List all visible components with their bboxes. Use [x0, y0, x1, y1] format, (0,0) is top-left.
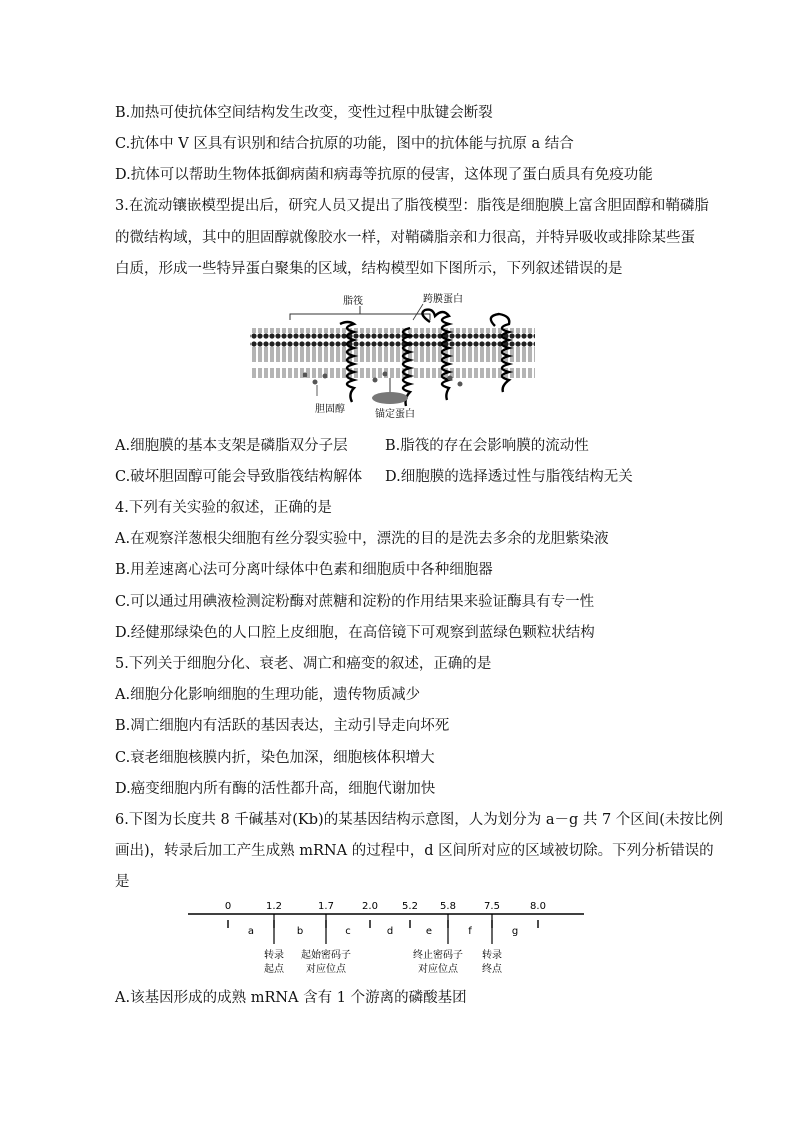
question-6-stem-3: 是 — [115, 874, 130, 890]
question-3-stem-3: 白质，形成一些特异蛋白聚集的区域，结构模型如下图所示，下列叙述错误的是 — [115, 261, 623, 277]
option-3a: A.细胞膜的基本支架是磷脂双分子层 — [115, 438, 348, 454]
phospholipid-bilayer — [250, 328, 535, 378]
tick-label: 0 — [224, 901, 232, 912]
label-transmembrane-protein: 跨膜蛋白 — [423, 294, 463, 305]
lipid-raft-figure — [245, 290, 545, 420]
option-2b: B.加热可使抗体空间结构发生改变，变性过程中肽键会断裂 — [115, 105, 493, 121]
region-label: a — [247, 926, 255, 937]
question-6-stem-2: 画出)，转录后加工产生成熟 mRNA 的过程中，d 区间所对应的区域被切除。下列分析错误的 — [115, 843, 714, 859]
anchored-protein-shape — [372, 392, 408, 404]
marker-label: 转录 — [482, 950, 502, 961]
tick-label: 8.0 — [530, 901, 546, 912]
option-3c: C.破坏胆固醇可能会导致脂筏结构解体 — [115, 469, 363, 485]
option-2d: D.抗体可以帮助生物体抵御病菌和病毒等抗原的侵害，这体现了蛋白质具有免疫功能 — [115, 167, 653, 183]
region-label: d — [386, 926, 394, 937]
option-4d: D.经健那绿染色的人口腔上皮细胞，在高倍镜下可观察到蓝绿色颗粒状结构 — [115, 625, 595, 641]
marker-label: 转录 — [264, 950, 284, 961]
tick-label: 5.2 — [402, 901, 418, 912]
label-anchored-protein: 锚定蛋白 — [375, 409, 415, 420]
question-3-stem-2: 的微结构域，其中的胆固醇就像胶水一样，对鞘磷脂亲和力很高，并特异吸收或排除某些蛋 — [115, 230, 695, 246]
option-5b: B.凋亡细胞内有活跃的基因表达，主动引导走向坏死 — [115, 718, 450, 734]
gene-structure-figure — [188, 898, 588, 980]
tick-label: 1.7 — [318, 901, 334, 912]
marker-label: 起点 — [264, 964, 284, 975]
option-5d: D.癌变细胞内所有酶的活性都升高，细胞代谢加快 — [115, 781, 436, 797]
marker-label: 对应位点 — [418, 964, 458, 975]
option-5a: A.细胞分化影响细胞的生理功能，遗传物质减少 — [115, 687, 421, 703]
marker-label: 终点 — [482, 964, 502, 975]
region-label: e — [425, 926, 433, 937]
tick-label: 2.0 — [362, 901, 378, 912]
option-3d: D.细胞膜的选择透过性与脂筏结构无关 — [385, 469, 633, 485]
option-4c: C.可以通过用碘液检测淀粉酶对蔗糖和淀粉的作用结果来验证酶具有专一性 — [115, 594, 595, 610]
option-3b: B.脂筏的存在会影响膜的流动性 — [385, 438, 589, 454]
question-3-stem-1: 3.在流动镶嵌模型提出后，研究人员又提出了脂筏模型：脂筏是细胞膜上富含胆固醇和鞘磷脂 — [115, 198, 709, 214]
tick-label: 5.8 — [440, 901, 456, 912]
marker-label: 对应位点 — [306, 964, 346, 975]
question-6-stem-1: 6.下图为长度共 8 千碱基对(Kb)的某基因结构示意图，人为划分为 a－g 共 7 个区间(未按比例 — [115, 812, 723, 828]
option-4a: A.在观察洋葱根尖细胞有丝分裂实验中，漂洗的目的是洗去多余的龙胆紫染液 — [115, 531, 609, 547]
marker-label: 起始密码子 — [301, 950, 351, 961]
region-label: g — [511, 926, 519, 937]
question-4-stem: 4.下列有关实验的叙述，正确的是 — [115, 500, 332, 516]
label-lipid-raft: 脂筏 — [343, 296, 363, 307]
tick-label: 1.2 — [266, 901, 282, 912]
region-label: f — [468, 926, 472, 937]
region-label: b — [296, 926, 304, 937]
option-2c: C.抗体中 V 区具有识别和结合抗原的功能，图中的抗体能与抗原 a 结合 — [115, 136, 574, 152]
option-4b: B.用差速离心法可分离叶绿体中色素和细胞质中各种细胞器 — [115, 562, 493, 578]
option-5c: C.衰老细胞核膜内折，染色加深，细胞核体积增大 — [115, 750, 435, 766]
option-6a: A.该基因形成的成熟 mRNA 含有 1 个游离的磷酸基团 — [115, 990, 467, 1006]
membrane-diagram — [245, 290, 545, 420]
label-cholesterol: 胆固醇 — [315, 404, 345, 415]
marker-label: 终止密码子 — [413, 950, 463, 961]
region-label: c — [345, 926, 351, 937]
question-5-stem: 5.下列关于细胞分化、衰老、凋亡和癌变的叙述，正确的是 — [115, 656, 492, 672]
tick-label: 7.5 — [484, 901, 500, 912]
